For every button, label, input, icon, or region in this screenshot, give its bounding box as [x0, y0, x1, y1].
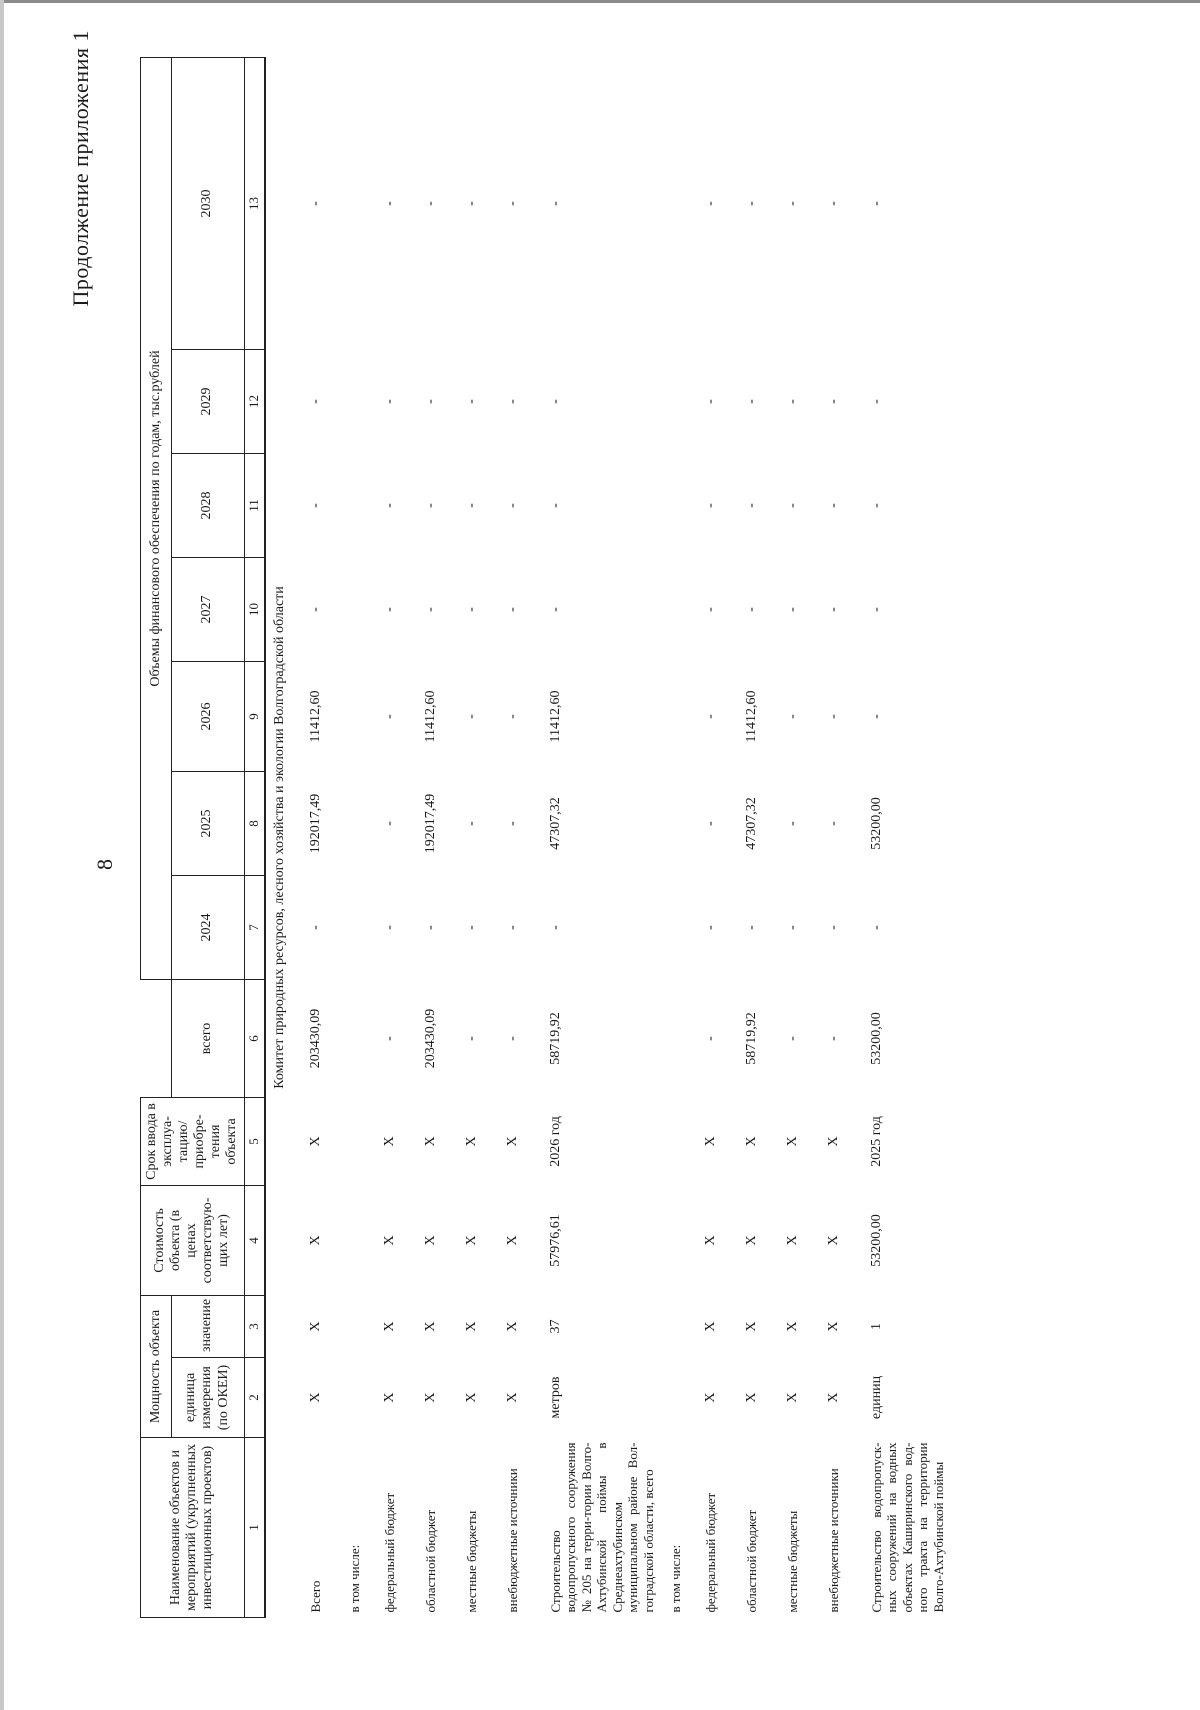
table-cell: 192017,49	[307, 793, 323, 854]
row-name: местные бюджеты	[463, 1510, 479, 1613]
table-cell: -	[463, 925, 479, 930]
table-cell: -	[868, 201, 884, 206]
table-cell: X	[504, 1321, 520, 1332]
row-name: федеральный бюджет	[381, 1492, 397, 1613]
table-cell: 203430,09	[422, 1008, 438, 1069]
table-cell: -	[868, 714, 884, 719]
table-cell: -	[868, 503, 884, 508]
table-cell: 2025 год	[868, 1116, 884, 1167]
row-name: местные бюджеты	[784, 1510, 800, 1613]
table-cell: X	[702, 1136, 718, 1147]
table-cell: -	[463, 201, 479, 206]
table-cell: -	[547, 607, 563, 612]
table-cell: -	[504, 925, 520, 930]
table-cell: -	[307, 503, 323, 508]
table-cell: -	[702, 607, 718, 612]
table-cell: 47307,32	[547, 797, 563, 850]
table-cell: -	[504, 607, 520, 612]
table-cell: -	[702, 201, 718, 206]
table-cell: X	[381, 1136, 397, 1147]
row-name: внебюджетные источники	[504, 1468, 520, 1613]
table-cell: -	[422, 399, 438, 404]
table-cell: -	[307, 607, 323, 612]
table-row	[454, 57, 495, 1617]
table-cell: X	[463, 1235, 479, 1246]
col-head-year: 2026	[171, 661, 244, 771]
table-cell: -	[463, 399, 479, 404]
table-cell: X	[381, 1392, 397, 1403]
table-cell: -	[784, 201, 800, 206]
table-cell: X	[463, 1392, 479, 1403]
table-cell: -	[743, 607, 759, 612]
table-cell: -	[422, 503, 438, 508]
table-cell: X	[307, 1136, 323, 1147]
financing-table	[140, 57, 950, 1618]
table-row	[298, 57, 339, 1617]
table-cell: -	[825, 1036, 841, 1041]
col-head-blank	[141, 979, 172, 1097]
table-cell: X	[504, 1136, 520, 1147]
section-title: Комитет природных ресурсов, лесного хозяйства и экологии Волгоградской области	[271, 586, 287, 1089]
table-cell: X	[784, 1136, 800, 1147]
project-name: Строительство водопропускного сооружения № 205 на терри-тории Волго-Ахтубинской поймы в Среднеахтубинском муниципальном районе Вол-гоградской области, всего	[547, 1442, 657, 1613]
table-cell: 53200,00	[868, 797, 884, 850]
table-row	[413, 57, 454, 1617]
col-head-capacity: Мощность объекта	[141, 1295, 172, 1437]
table-cell: X	[504, 1392, 520, 1403]
table-cell: 1	[868, 1323, 884, 1330]
col-head-year: 2030	[171, 57, 244, 349]
page-number: 8	[92, 859, 117, 870]
col-number: 2	[244, 1358, 264, 1438]
table-cell: -	[504, 1036, 520, 1041]
table-cell: X	[381, 1321, 397, 1332]
table-cell: метров	[547, 1376, 563, 1419]
table-cell: X	[825, 1321, 841, 1332]
col-head-year: 2029	[171, 349, 244, 453]
col-number: 4	[244, 1185, 264, 1295]
table-cell: -	[381, 503, 397, 508]
table-cell: -	[307, 201, 323, 206]
table-cell: X	[422, 1392, 438, 1403]
table-cell: 11412,60	[547, 690, 563, 743]
table-cell: -	[702, 1036, 718, 1041]
table-cell: -	[504, 399, 520, 404]
table-cell: -	[868, 925, 884, 930]
row-name: областной бюджет	[743, 1509, 759, 1613]
table-cell: -	[784, 1036, 800, 1041]
table-cell: -	[463, 503, 479, 508]
table-cell: -	[868, 399, 884, 404]
table-cell: -	[463, 1036, 479, 1041]
table-cell: -	[702, 503, 718, 508]
table-cell: единиц	[868, 1375, 884, 1420]
table-row	[536, 57, 660, 1617]
table-cell: -	[702, 714, 718, 719]
table-cell: -	[504, 821, 520, 826]
col-number: 5	[244, 1097, 264, 1185]
table-cell: -	[825, 821, 841, 826]
table-cell: -	[463, 714, 479, 719]
table-cell: 203430,09	[307, 1008, 323, 1069]
row-name: областной бюджет	[422, 1509, 438, 1613]
col-head-year: 2027	[171, 557, 244, 661]
table-cell: -	[702, 925, 718, 930]
col-head-name: Наименование объектов и мероприятий (укрупненных инвестиционных проектов)	[141, 1438, 245, 1618]
table-cell: X	[307, 1392, 323, 1403]
row-name: внебюджетные источники	[825, 1468, 841, 1613]
table-cell: -	[784, 821, 800, 826]
col-number: 12	[244, 349, 264, 453]
table-cell: -	[547, 503, 563, 508]
table-cell: 192017,49	[422, 793, 438, 854]
col-number: 7	[244, 875, 264, 979]
table-row	[775, 57, 816, 1617]
table-cell: 57976,61	[547, 1214, 563, 1267]
col-number: 11	[244, 453, 264, 557]
table-row	[693, 57, 734, 1617]
table-cell: -	[825, 399, 841, 404]
table-cell: 11412,60	[422, 690, 438, 743]
col-head-total: всего	[171, 979, 244, 1097]
table-row	[372, 57, 413, 1617]
table-cell: X	[825, 1392, 841, 1403]
including-label: в том числе:	[346, 1544, 362, 1613]
table-row	[734, 57, 775, 1617]
col-head-value: значение	[171, 1295, 244, 1357]
table-cell: -	[868, 607, 884, 612]
table-cell: -	[422, 201, 438, 206]
table-cell: X	[504, 1235, 520, 1246]
table-cell: -	[825, 925, 841, 930]
table-cell: -	[825, 714, 841, 719]
table-cell: -	[463, 607, 479, 612]
table-cell: -	[784, 925, 800, 930]
table-cell: 47307,32	[743, 797, 759, 850]
table-cell: -	[381, 607, 397, 612]
col-head-year: 2028	[171, 453, 244, 557]
table-cell: X	[307, 1235, 323, 1246]
table-cell: -	[825, 201, 841, 206]
table-cell: X	[702, 1235, 718, 1246]
table-cell: -	[825, 607, 841, 612]
table-cell: X	[702, 1321, 718, 1332]
col-number: 9	[244, 661, 264, 771]
table-cell: X	[784, 1235, 800, 1246]
table-cell: -	[381, 201, 397, 206]
table-cell: -	[784, 399, 800, 404]
table-cell: X	[743, 1392, 759, 1403]
table-cell: 53200,00	[868, 1012, 884, 1065]
row-name: Всего	[307, 1580, 323, 1613]
table-cell: -	[381, 399, 397, 404]
table-cell: -	[422, 925, 438, 930]
table-cell: 53200,00	[868, 1214, 884, 1267]
table-cell: -	[547, 925, 563, 930]
table-cell: X	[825, 1235, 841, 1246]
table-cell: X	[422, 1235, 438, 1246]
project-name: Строительство водопропуск-ных сооружений на водных объектах Каширинского вод-ного тракта на территории Волго-Ахтубинской поймы	[868, 1442, 947, 1613]
table-cell: -	[463, 821, 479, 826]
col-head-cost: Стоимость объекта (в ценах соответствую-щих лет)	[141, 1185, 245, 1295]
col-number: 13	[244, 57, 264, 349]
col-head-term: Срок ввода в эксплуа-тацию/ приобре-тения объекта	[141, 1097, 245, 1185]
table-row	[816, 57, 857, 1617]
table-cell: X	[743, 1136, 759, 1147]
table-cell: -	[702, 821, 718, 826]
table-cell: -	[784, 607, 800, 612]
table-cell: X	[307, 1321, 323, 1332]
table-row	[857, 57, 950, 1617]
table-cell: -	[743, 201, 759, 206]
table-cell: X	[743, 1321, 759, 1332]
row-name: федеральный бюджет	[702, 1492, 718, 1613]
table-cell: X	[422, 1136, 438, 1147]
table-cell: -	[784, 714, 800, 719]
col-number: 1	[244, 1438, 264, 1618]
table-cell: -	[504, 201, 520, 206]
continuation-title: Продолжение приложения 1	[68, 30, 93, 307]
table-cell: X	[825, 1136, 841, 1147]
table-cell: -	[307, 399, 323, 404]
table-cell: -	[381, 821, 397, 826]
table-cell: -	[422, 607, 438, 612]
table-cell: 11412,60	[307, 690, 323, 743]
col-number: 3	[244, 1295, 264, 1357]
table-cell: X	[422, 1321, 438, 1332]
table-cell: 37	[547, 1319, 563, 1334]
col-number: 6	[244, 979, 264, 1097]
including-label: в том числе:	[667, 1544, 683, 1613]
table-cell: -	[784, 503, 800, 508]
table-cell: -	[504, 714, 520, 719]
col-head-year: 2024	[171, 875, 244, 979]
table-cell: X	[743, 1235, 759, 1246]
table-cell: -	[743, 503, 759, 508]
table-cell: X	[702, 1392, 718, 1403]
table-cell: -	[743, 399, 759, 404]
table-cell: X	[784, 1392, 800, 1403]
table-cell: X	[381, 1235, 397, 1246]
table-cell: X	[784, 1321, 800, 1332]
table-cell: -	[702, 399, 718, 404]
table-cell: -	[381, 1036, 397, 1041]
table-cell: 11412,60	[743, 690, 759, 743]
col-head-year: 2025	[171, 771, 244, 875]
table-cell: -	[547, 399, 563, 404]
table-cell: -	[307, 925, 323, 930]
table-cell: 58719,92	[743, 1012, 759, 1065]
table-cell: 58719,92	[547, 1012, 563, 1065]
table-cell: -	[547, 201, 563, 206]
table-cell: X	[463, 1136, 479, 1147]
table-row	[495, 57, 536, 1617]
col-head-finance: Объемы финансового обеспечения по годам, тыс.рублей	[141, 57, 172, 979]
col-head-unit: единица измерения (по ОКЕИ)	[171, 1358, 244, 1438]
table-cell: -	[825, 503, 841, 508]
table-cell: -	[504, 503, 520, 508]
table-cell: 2026 год	[547, 1116, 563, 1167]
table-cell: -	[381, 925, 397, 930]
table-cell: -	[381, 714, 397, 719]
table-cell: -	[743, 925, 759, 930]
col-number: 10	[244, 557, 264, 661]
table-cell: X	[463, 1321, 479, 1332]
col-number: 8	[244, 771, 264, 875]
